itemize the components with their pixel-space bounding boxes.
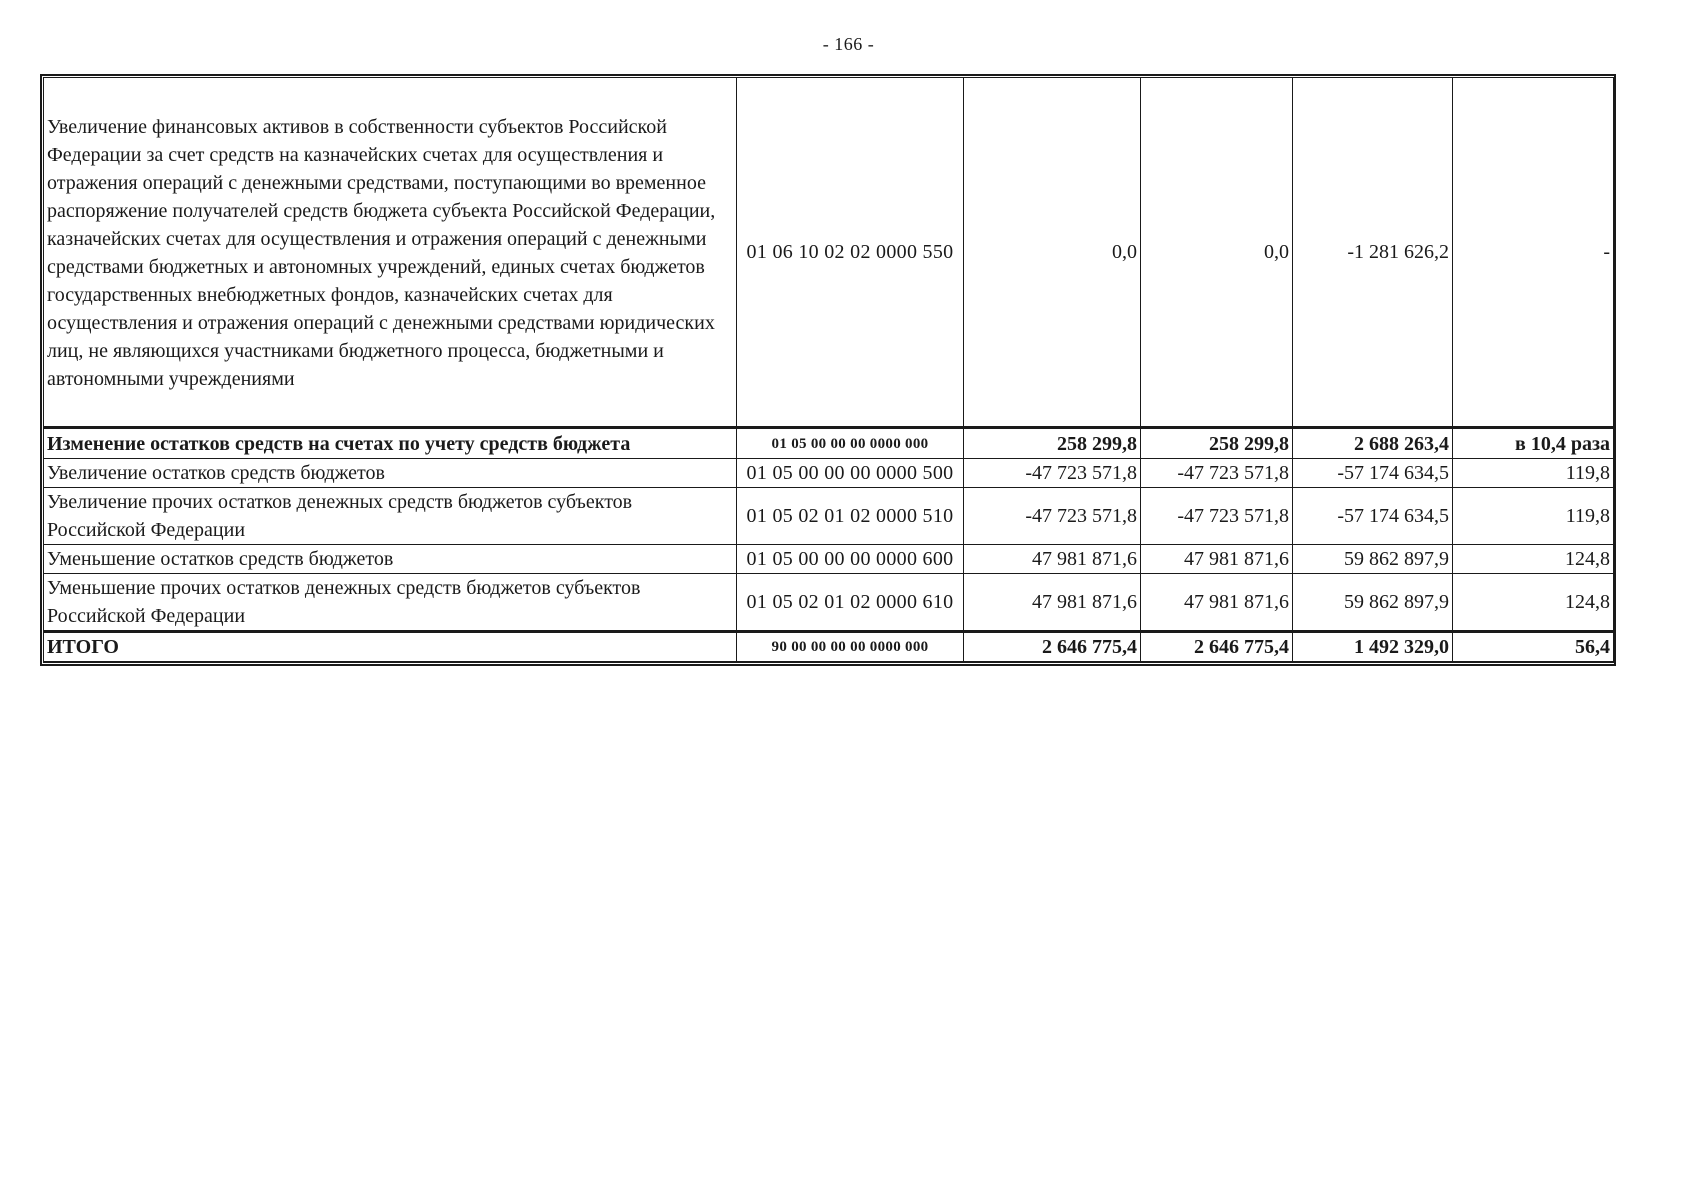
row-value-4: 124,8 <box>1453 545 1614 574</box>
row-value-2: -47 723 571,8 <box>1141 459 1293 488</box>
row-value-4: 119,8 <box>1453 488 1614 545</box>
row-value-2: 47 981 871,6 <box>1141 574 1293 632</box>
row-value-3: 2 688 263,4 <box>1293 428 1453 459</box>
row-code: 01 05 02 01 02 0000 610 <box>737 574 964 632</box>
row-code: 01 05 00 00 00 0000 600 <box>737 545 964 574</box>
table-row <box>44 574 1614 632</box>
page-number: - 166 - <box>822 34 875 54</box>
row-value-3: -57 174 634,5 <box>1293 488 1453 545</box>
row-value-1: 0,0 <box>964 78 1141 428</box>
table-row <box>44 459 1614 488</box>
row-code: 01 05 00 00 00 0000 500 <box>737 459 964 488</box>
row-value-1: 2 646 775,4 <box>964 632 1141 663</box>
row-name: Уменьшение прочих остатков денежных средств бюджетов субъектов Российской Федерации <box>44 574 737 632</box>
row-value-3: -1 281 626,2 <box>1293 78 1453 428</box>
table-row <box>44 428 1614 459</box>
row-value-2: -47 723 571,8 <box>1141 488 1293 545</box>
row-value-1: -47 723 571,8 <box>964 488 1141 545</box>
row-value-1: 47 981 871,6 <box>964 545 1141 574</box>
row-value-3: 59 862 897,9 <box>1293 545 1453 574</box>
table-row <box>44 488 1614 545</box>
row-value-3: -57 174 634,5 <box>1293 459 1453 488</box>
row-value-4: в 10,4 раза <box>1453 428 1614 459</box>
budget-table <box>43 77 1614 663</box>
row-value-2: 47 981 871,6 <box>1141 545 1293 574</box>
row-value-2: 258 299,8 <box>1141 428 1293 459</box>
row-value-2: 2 646 775,4 <box>1141 632 1293 663</box>
row-value-1: 258 299,8 <box>964 428 1141 459</box>
row-value-1: 47 981 871,6 <box>964 574 1141 632</box>
row-name: Увеличение прочих остатков денежных средств бюджетов субъектов Российской Федерации <box>44 488 737 545</box>
row-value-1: -47 723 571,8 <box>964 459 1141 488</box>
row-value-2: 0,0 <box>1141 78 1293 428</box>
row-name: ИТОГО <box>44 632 737 663</box>
row-value-4: - <box>1453 78 1614 428</box>
row-value-3: 59 862 897,9 <box>1293 574 1453 632</box>
table-row <box>44 78 1614 428</box>
row-name: Увеличение остатков средств бюджетов <box>44 459 737 488</box>
row-name: Увеличение финансовых активов в собственности субъектов Российской Федерации за счет средств на казначейских счетах для осуществления и отражения операций с денежными средствами, поступающими во временное распоряжение получателей средств бюджета субъекта Российской Федерации, казначейских счетах для осуществления и отражения операций с денежными средствами бюджетных и автономных учреждений, единых счетах бюджетов государственных внебюджетных фондов, казначейских счетах для осуществления и отражения операций с денежными средствами юридических лиц, не являющихся участниками бюджетного процесса, бюджетными и автономными учреждениями <box>44 78 737 428</box>
row-value-4: 56,4 <box>1453 632 1614 663</box>
row-name: Уменьшение остатков средств бюджетов <box>44 545 737 574</box>
row-code: 01 05 02 01 02 0000 510 <box>737 488 964 545</box>
budget-table-frame <box>40 74 1616 666</box>
row-name: Изменение остатков средств на счетах по учету средств бюджета <box>44 428 737 459</box>
table-row <box>44 632 1614 663</box>
row-code: 01 05 00 00 00 0000 000 <box>737 428 964 459</box>
row-value-4: 124,8 <box>1453 574 1614 632</box>
row-code: 01 06 10 02 02 0000 550 <box>737 78 964 428</box>
row-value-4: 119,8 <box>1453 459 1614 488</box>
table-row <box>44 545 1614 574</box>
row-code: 90 00 00 00 00 0000 000 <box>737 632 964 663</box>
row-value-3: 1 492 329,0 <box>1293 632 1453 663</box>
